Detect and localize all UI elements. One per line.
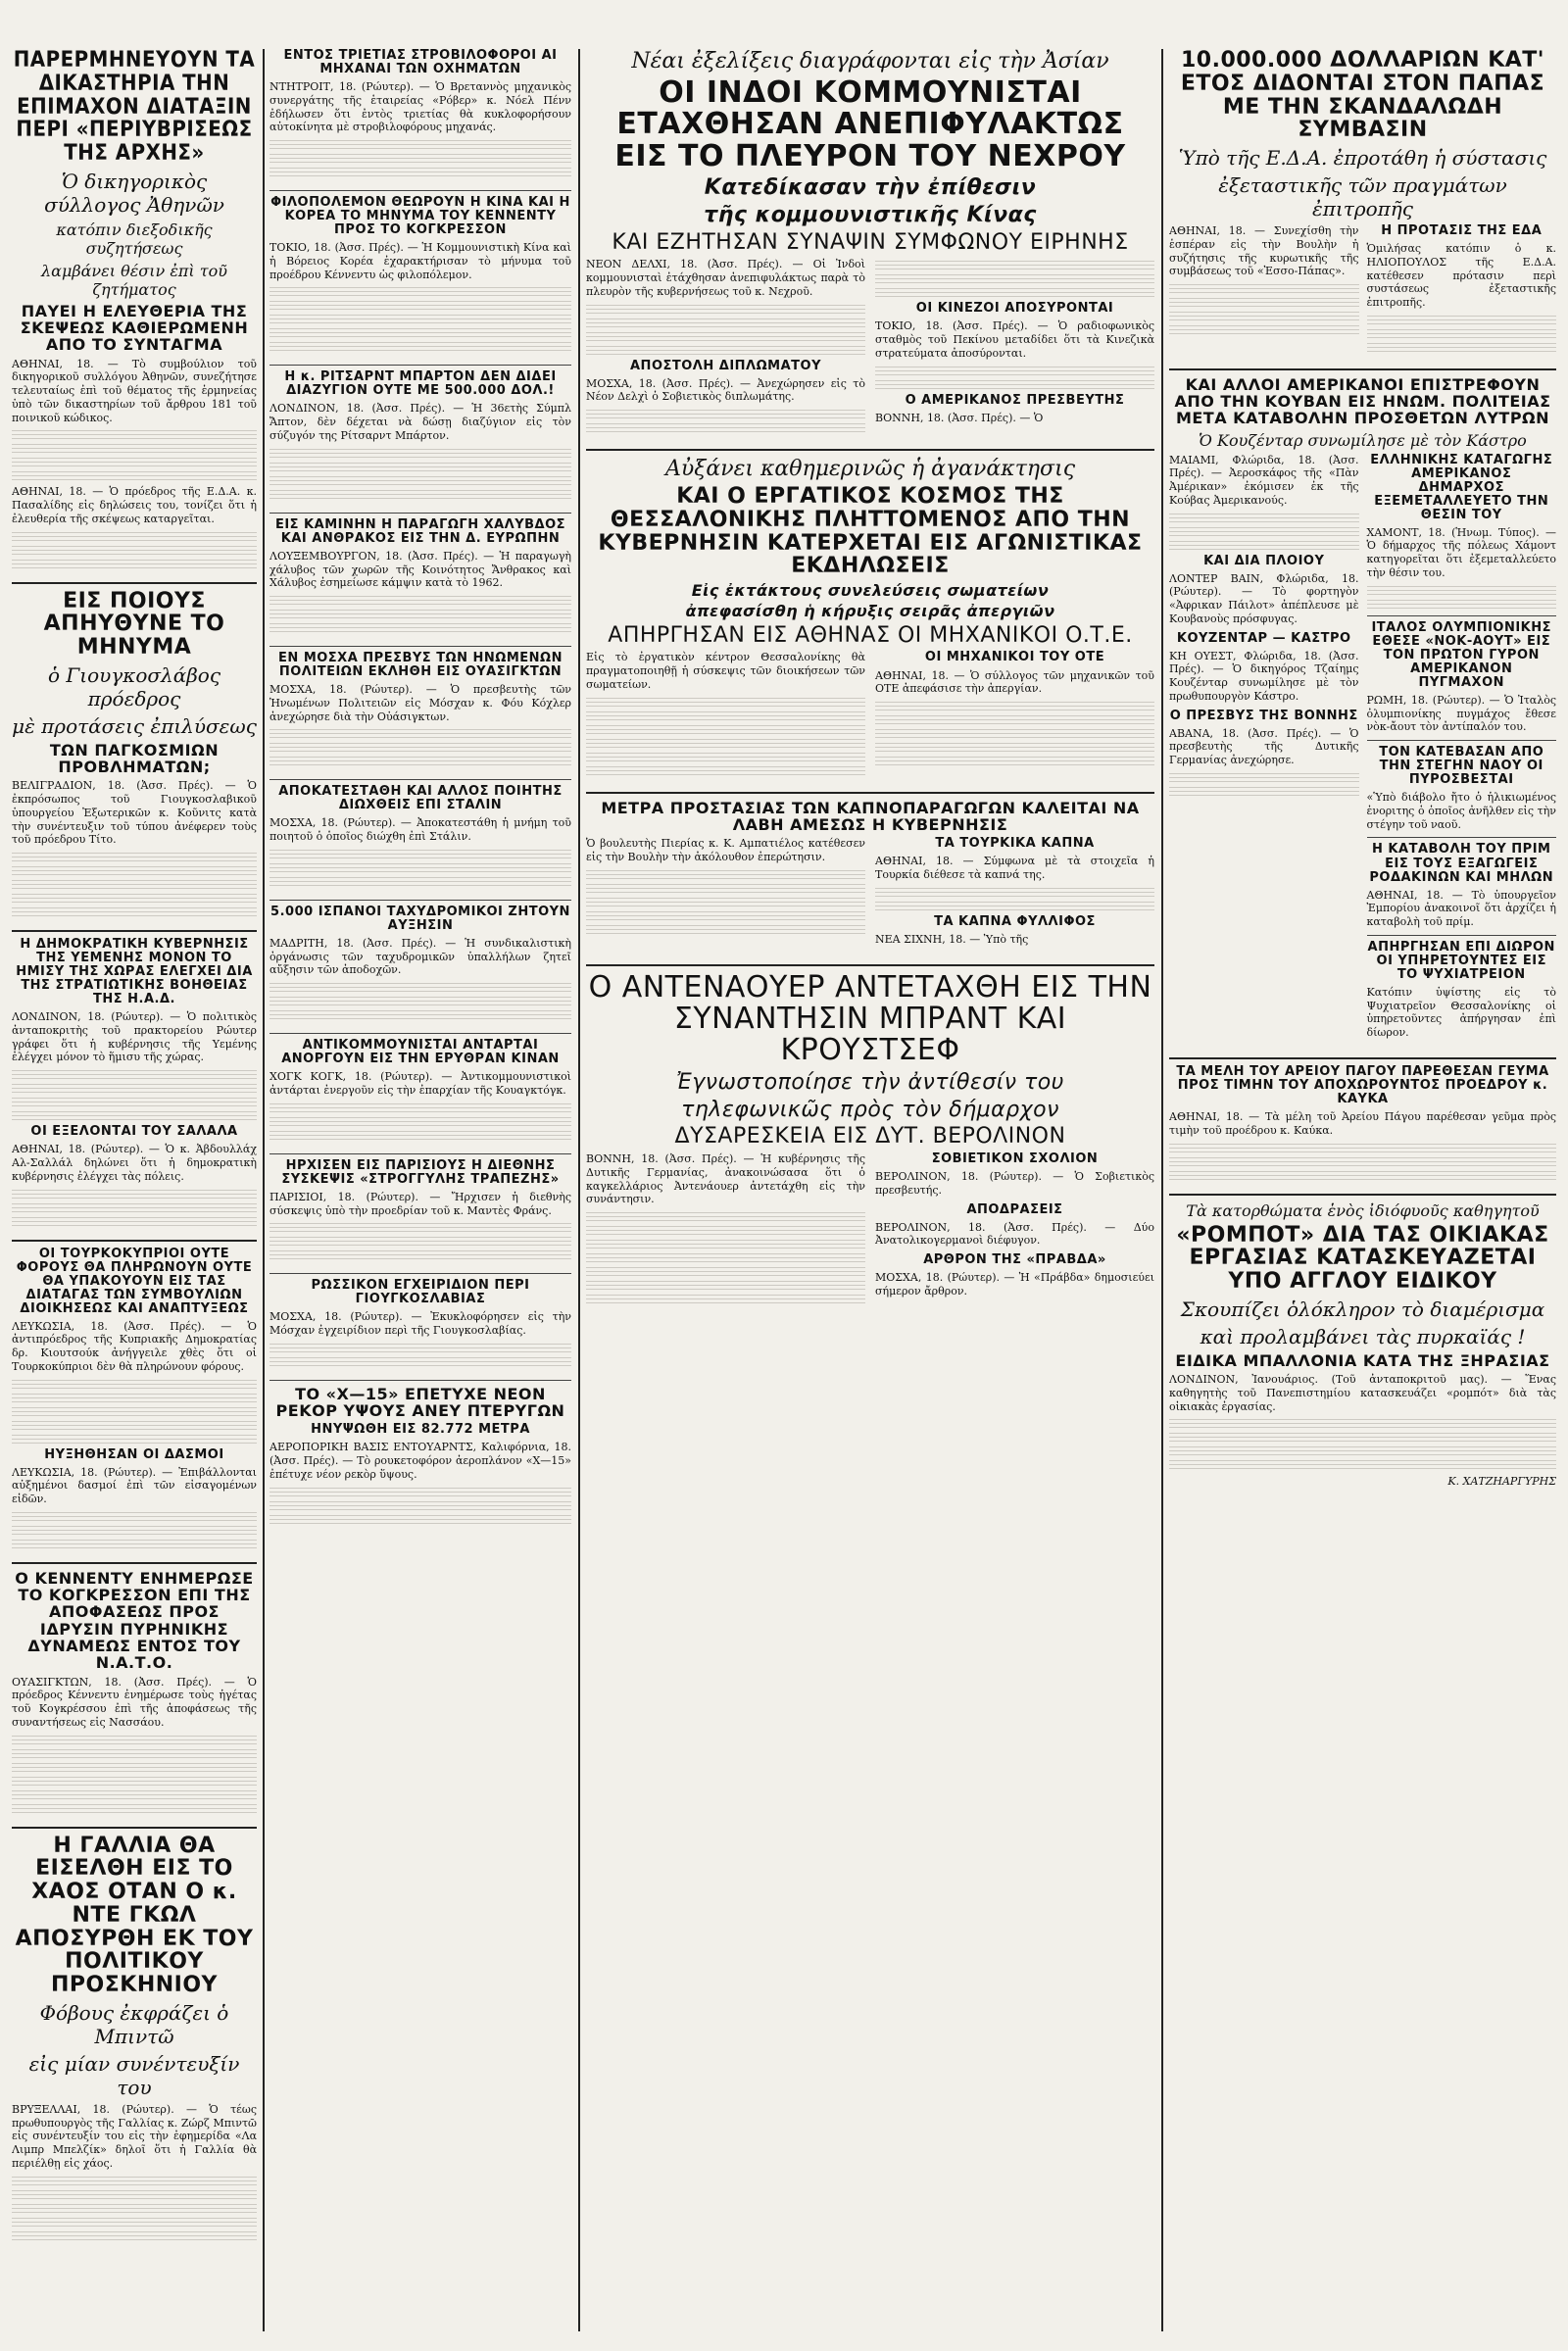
headline: ΕΝ ΜΟΣΧΑ ΠΡΕΣΒΥΣ ΤΩΝ ΗΝΩΜΕΝΩΝ ΠΟΛΙΤΕΙΩΝ ΕΚΛΗΘΗ ΕΙΣ ΟΥΑΣΙΓΚΤΩΝ: [278, 651, 563, 680]
column-rule: [1161, 49, 1163, 2331]
article-body: ΜΟΣΧΑ, 18. (Ρώυτερ). — Ἐκυκλοφόρησεν εἰς τὴν Μόσχαν ἐγχειρίδιον περὶ τῆς Γιουγκοσλαβίας.: [270, 1310, 571, 1338]
column-3: [586, 49, 1154, 2331]
article-adenauer: [586, 969, 1154, 1308]
article-areios-pagos: [1169, 1065, 1556, 1182]
minihead: ΟΙ ΜΗΧΑΝΙΚΟΙ ΤΟΥ ΟΤΕ: [924, 650, 1105, 665]
article-body: ΑΘΗΝΑΙ, 18. — Σύμφωνα μὲ τὰ στοιχεῖα ἡ Τουρκία διέθεσε τὰ καπνά της.: [875, 855, 1154, 882]
article-body: ΜΟΣΧΑ, 18. (Ἀσσ. Πρές). — Ἀνεχώρησεν εἰς τὸ Νέον Δελχὶ ὁ Σοβιετικὸς διπλωμάτης.: [586, 376, 865, 404]
subheadline: Ὁ δικηγορικὸς σύλλογος Ἀθηνῶν: [44, 169, 224, 217]
headline: ΤΑ ΜΕΛΗ ΤΟΥ ΑΡΕΙΟΥ ΠΑΓΟΥ ΠΑΡΕΘΕΣΑΝ ΓΕΥΜΑ ΠΡΟΣ ΤΙΜΗΝ ΤΟΥ ΑΠΟΧΩΡΟΥΝΤΟΣ ΠΡΟΕΔΡΟΥ κ. ΚΑΥΚΑ: [1176, 1063, 1549, 1106]
article-body: ΛΟΥΞΕΜΒΟΥΡΓΟΝ, 18. (Ἀσσ. Πρές). — Ἡ παραγωγὴ χάλυβος τῶν χωρῶν τῆς Κοινότητος Ἄνθρακος καὶ Χάλυβος ἐσημείωσε κάμψιν κατὰ τὸ 1962.: [270, 549, 571, 590]
subheadline: ὁ Γιουγκοσλάβος πρόεδρος: [47, 662, 221, 710]
article-body: Ὁ βουλευτὴς Πιερίας κ. Κ. Αμπατιέλος κατέθεσεν εἰς τὴν Βουλὴν τὴν ἀκόλουθον ἐπερώτησιν.: [586, 837, 865, 864]
minihead: ΤΑ ΚΑΠΝΑ ΦΥΛΛΙΦΟΣ: [934, 913, 1096, 929]
subheadline: Ὁ Κουζένταρ συνωμίλησε μὲ τὸν Κάστρο: [1199, 430, 1527, 450]
subheadline: καὶ προλαμβάνει τὰς πυρκαϊάς !: [1200, 1324, 1526, 1348]
article-papas: [1169, 49, 1556, 357]
article-body: ΠΑΡΙΣΙΟΙ, 18. (Ρώυτερ). — Ἤρχισεν ἡ διεθνὴς σύσκεψις ὑπὸ τὴν προεδρίαν τοῦ κ. Μαντὲς Φράνς.: [270, 1190, 571, 1217]
subheadline: Ὑπὸ τῆς Ε.Δ.Α. ἐπροτάθη ἡ σύστασις: [1178, 146, 1547, 170]
column-rule: [578, 49, 580, 2331]
article-indian-communists: [586, 49, 1154, 437]
subheadline: εἰς μίαν συνέντευξίν του: [28, 2051, 240, 2099]
subheadline: Σκουπίζει ὁλόκληρον τὸ διαμέρισμα: [1180, 1297, 1545, 1321]
article-turbines: [270, 49, 571, 178]
kicker: Τὰ κατορθώματα ἑνὸς ἰδιόφυοῦς καθηγητοῦ: [1186, 1200, 1540, 1220]
column-2: [270, 49, 571, 2331]
minihead: Ο ΑΜΕΡΙΚΑΝΟΣ ΠΡΕΣΒΕΥΤΗΣ: [905, 392, 1125, 408]
subheadline: μὲ προτάσεις ἐπιλύσεως: [12, 713, 257, 738]
article-ambassador: [270, 652, 571, 767]
subheadline: κατόπιν διεξοδικῆς συζητήσεως: [56, 220, 213, 258]
minihead: ΟΙ ΚΙΝΕΖΟΙ ΑΠΟΣΥΡΟΝΤΑΙ: [915, 301, 1114, 317]
subheadline: τῆς κομμουνιστικῆς Κίνας: [704, 202, 1037, 227]
minihead: Ο ΠΡΕΣΒΥΣ ΤΗΣ ΒΟΝΝΗΣ: [1169, 708, 1358, 723]
article-body: ΑΘΗΝΑΙ, 18. — Ὁ σύλλογος τῶν μηχανικῶν τοῦ ΟΤΕ ἀπεφάσισε τὴν ἀπεργίαν.: [875, 668, 1154, 696]
article-body: ΑΘΗΝΑΙ, 18. — Τὸ συμβούλιον τοῦ δικηγορικοῦ συλλόγου Ἀθηνῶν, συνεζήτησε τελευταίως ἐπὶ τοῦ θέματος τῆς ἑρμηνείας ὑπὸ τῶν δικαστηρίων τοῦ ἄρθρου 181 τοῦ ποινικοῦ κώδικος.: [12, 357, 257, 424]
article-body: ΜΟΣΧΑ, 18. (Ρώυτερ). — Ὁ πρεσβευτὴς τῶν Ἡνωμένων Πολιτειῶν εἰς Μόσχαν κ. Φόυ Κόχλερ ἀνεχώρησε διὰ τὴν Οὐάσιγκτων.: [270, 683, 571, 723]
subheadline: ἐξεταστικῆς τῶν πραγμάτων ἐπιτροπῆς: [1218, 173, 1507, 220]
article-body: ΒΕΡΟΛΙΝΟΝ, 18. (Ρώυτερ). — Ὁ Σοβιετικὸς πρεσβευτής.: [875, 1170, 1154, 1197]
article-body: ΛΕΥΚΩΣΙΑ, 18. (Ρώυτερ). — Ἐπιβάλλονται αὐξημένοι δασμοί ἐπὶ τῶν εἰσαγομένων εἰδῶν.: [12, 1465, 257, 1506]
headline-secondary: ΕΙΔΙΚΑ ΜΠΑΛΛΟΝΙΑ ΚΑΤΑ ΤΗΣ ΞΗΡΑΣΙΑΣ: [1175, 1350, 1550, 1370]
minihead: ΑΠΟΔΡΑΣΕΙΣ: [966, 1201, 1063, 1217]
article-body: «Ὑπὸ διάβολο ἤτο ὁ ἡλικιωμένος ἐνοριτης ὁ ὁποῖος ἀνῆλθεν εἰς τὴν στέγην τοῦ ναοῦ.: [1366, 791, 1556, 831]
article-body: ΜΑΔΡΙΤΗ, 18. (Ἀσσ. Πρές). — Ἡ συνδικαλιστικὴ ὀργάνωσις τῶν ταχυδρομικῶν ὑπαλλήλων ζητεῖ αὔξησιν τῶν ἀποδοχῶν.: [270, 936, 571, 977]
article-courts: [12, 49, 257, 570]
article-bidault: [12, 1835, 257, 2242]
minihead: ΣΟΒΙΕΤΙΚΟΝ ΣΧΟΛΙΟΝ: [931, 1151, 1099, 1166]
article-body: ΒΡΥΞΕΛΛΑΙ, 18. (Ρώυτερ). — Ὁ τέως πρωθυπουργὸς τῆς Γαλλίας κ. Ζώρζ Μπιντῶ εἰς συνέντευξίν του εἰς τὴν ἐφημερίδα «Λα Λιμπρ Μπελζίκ» δηλοῖ ὅτι ἡ Γαλλία θὰ περιέλθῃ εἰς χάος.: [12, 2102, 257, 2170]
article-body: ΤΟΚΙΟ, 18. (Ἀσσ. Πρές). — Ὁ ραδιοφωνικὸς σταθμὸς τοῦ Πεκίνου μεταδίδει ὅτι τὰ Κινεζικὰ στρατεύματα ἀποσύρονται.: [875, 319, 1154, 360]
headline: 10.000.000 ΔΟΛΛΑΡΙΩΝ ΚΑΤ' ΕΤΟΣ ΔΙΔΟΝΤΑΙ ΣΤΟΝ ΠΑΠΑΣ ΜΕ ΤΗΝ ΣΚΑΝΔΑΛΩΔΗ ΣΥΜΒΑΣΙΝ: [1180, 49, 1545, 143]
article-body: ΝΕΟΝ ΔΕΛΧΙ, 18. (Ἀσσ. Πρές). — Οἱ Ἰνδοὶ κομμουνισταὶ ἐτάχθησαν ἀνεπιφυλάκτως παρὰ τὸ πλευρὸν τῆς κυβερνήσεως τοῦ κ. Νεχροῦ.: [586, 258, 865, 298]
minihead: ΚΑΙ ΔΙΑ ΠΛΟΙΟΥ: [1203, 553, 1325, 568]
article-body: ΑΘΗΝΑΙ, 18. — Τὰ μέλη τοῦ Ἀρείου Πάγου παρέθεσαν γεῦμα πρὸς τιμὴν τοῦ προέδρου κ. Καύκα.: [1169, 1110, 1556, 1137]
article-body: ΜΑΙΑΜΙ, Φλώριδα, 18. (Ἀσσ. Πρές). — Ἀεροσκάφος τῆς «Πὰν Ἀμέρικαν» ἐκόμισεν ἐκ τῆς Κούβας Ἀμερικανούς.: [1169, 453, 1359, 507]
article-postal: [270, 906, 571, 1021]
article-cuba-ransom: [1169, 376, 1556, 1046]
article-body: ΑΘΗΝΑΙ, 18. (Ρώυτερ). — Ὁ κ. Ἀβδουλλάχ Αλ-Σαλλάλ δηλώνει ὅτι ἡ δημοκρατικὴ κυβέρνησις ἐλέγχει τὰς πόλεις.: [12, 1143, 257, 1183]
article-yemen: [12, 938, 257, 1227]
article-body: Ὁμιλήσας κατόπιν ὁ κ. ΗΛΙΟΠΟΥΛΟΣ τῆς Ε.Δ.Α. κατέθεσεν πρότασιν περὶ συστάσεως ἐξεταστικῆς ἐπιτροπῆς.: [1366, 242, 1556, 310]
article-steel: [270, 518, 571, 634]
column-1: [12, 49, 257, 2331]
minihead: ΑΠΟΣΤΟΛΗ ΔΙΠΛΩΜΑΤΟΥ: [630, 358, 821, 373]
minihead: Η ΠΡΟΤΑΣΙΣ ΤΗΣ ΕΔΑ: [1381, 223, 1543, 238]
headline: ΕΝΤΟΣ ΤΡΙΕΤΙΑΣ ΣΤΡΟΒΙΛΟΦΟΡΟΙ ΑΙ ΜΗΧΑΝΑΙ ΤΩΝ ΟΧΗΜΑΤΩΝ: [283, 49, 558, 77]
byline: Κ. ΧΑΤΖΗΑΡΓΥΡΗΣ: [1447, 1475, 1556, 1489]
headline-secondary: ΑΠΗΡΓΗΣΑΝ ΕΙΣ ΑΘΗΝΑΣ ΟΙ ΜΗΧΑΝΙΚΟΙ Ο.Τ.Ε.: [608, 622, 1133, 648]
subheadline: Φόβους ἐκφράζει ὁ Μπιντῶ: [39, 2000, 229, 2048]
headline: Η ΓΑΛΛΙΑ ΘΑ ΕΙΣΕΛΘΗ ΕΙΣ ΤΟ ΧΑΟΣ ΟΤΑΝ Ο κ. ΝΤΕ ΓΚΩΛ ΑΠΟΣΥΡΘΗ ΕΚ ΤΟΥ ΠΟΛΙΤΙΚΟΥ ΠΡΟΣΚΗΝΙΟΥ: [15, 1833, 254, 1998]
minihead: ΚΟΥΖΕΝΤΑΡ — ΚΑΣΤΡΟ: [1176, 630, 1351, 646]
article-body: ΑΕΡΟΠΟΡΙΚΗ ΒΑΣΙΣ ΕΝΤΟΥΑΡΝΤΣ, Καλιφόρνια, 18. (Ἀσσ. Πρές). — Τὸ ρουκετοφόρον ἀεροπλάνον «Χ—15» ἐπέτυχε νέον ρεκὸρ ὕψους.: [270, 1441, 571, 1481]
article-robot: [1169, 1201, 1556, 1489]
article-body: ΤΟΚΙΟ, 18. (Ἀσσ. Πρές). — Ἡ Κομμουνιστικὴ Κίνα καὶ ἡ Βόρειος Κορέα ἐχαρακτήρισαν τὸ μήνυμα τοῦ προέδρου Κέννεντυ ὡς φιλοπόλεμον.: [270, 241, 571, 281]
minihead: ΑΡΘΡΟΝ ΤΗΣ «ΠΡΑΒΔΑ»: [923, 1252, 1106, 1268]
headline: ΠΑΡΕΡΜΗΝΕΥΟΥΝ ΤΑ ΔΙΚΑΣΤΗΡΙΑ ΤΗΝ ΕΠΙΜΑΧΟΝ ΔΙΑΤΑΞΙΝ ΠΕΡΙ «ΠΕΡΙΥΒΡΙΣΕΩΣ ΤΗΣ ΑΡΧΗΣ»: [13, 49, 256, 166]
minihead: ΟΙ ΕΞΕΛΟΝΤΑΙ ΤΟΥ ΣΑΛΑΛΑ: [30, 1124, 238, 1140]
article-body: ΑΒΑΝΑ, 18. (Ἀσσ. Πρές). — Ὁ πρεσβευτὴς τῆς Δυτικῆς Γερμανίας ἀνεχώρησε.: [1169, 726, 1359, 767]
headline: ΚΑΙ ΑΛΛΟΙ ΑΜΕΡΙΚΑΝΟΙ ΕΠΙΣΤΡΕΦΟΥΝ ΑΠΟ ΤΗΝ ΚΟΥΒΑΝ ΕΙΣ ΗΝΩΜ. ΠΟΛΙΤΕΙΑΣ ΜΕΤΑ ΚΑΤΑΒΟΛΗΝ ΠΡΟΣΘΕΤΩΝ ΛΥΤΡΩΝ: [1174, 374, 1551, 428]
article-thessaloniki-workers: [586, 457, 1154, 780]
headline: 5.000 ΙΣΠΑΝΟΙ ΤΑΧΥΔΡΟΜΙΚΟΙ ΖΗΤΟΥΝ ΑΥΞΗΣΙΝ: [270, 904, 570, 933]
subheadline: λαμβάνει θέσιν ἐπὶ τοῦ ζητήματος: [41, 261, 227, 299]
article-body: ΧΑΜΟΝΤ, 18. (Ἡνωμ. Τύπος). — Ὁ δήμαρχος τῆς πόλεως Χάμοντ κατηγορεῖται ὅτι ἐξεμεταλλεύετο τὴν θέσιν του.: [1366, 525, 1556, 579]
article-body: ΝΤΗΤΡΟΙΤ, 18. (Ρώυτερ). — Ὁ Βρεταννὸς μηχανικὸς συνεργάτης τῆς ἑταιρείας «Ρόβερ» κ. Νόελ Πένν ἐδήλωσεν ὅτι ἐντὸς τριετίας θὰ κυκλοφορήσουν αὐτοκίνητα μὲ στροβιλοφόρους μηχανάς.: [270, 80, 571, 134]
article-turkish-cypriots: [12, 1248, 257, 1550]
article-tobacco: [586, 800, 1154, 953]
column-rule: [263, 49, 265, 2331]
article-body: ΑΘΗΝΑΙ, 18. — Τὸ ὑπουργεῖον Ἐμπορίου ἀνακοινοῖ ὅτι ἀρχίζει ἡ καταβολὴ τοῦ πρίμ.: [1366, 888, 1556, 929]
article-poet: [270, 785, 571, 888]
article-body: ΚΗ ΟΥΕΣΤ, Φλώριδα, 18. (Ἀσσ. Πρές). — Ὁ δικηγόρος Τζαίημς Κουζένταρ συνωμίλησε μὲ τὸν πρωθυπουργὸν Κάστρο.: [1169, 649, 1359, 703]
headline: Ο ΚΕΝΝΕΝΤΥ ΕΝΗΜΕΡΩΣΕ ΤΟ ΚΟΓΚΡΕΣΣΟΝ ΕΠΙ ΤΗΣ ΑΠΟΦΑΣΕΩΣ ΠΡΟΣ ΙΔΡΥΣΙΝ ΠΥΡΗΝΙΚΗΣ ΔΥΝΑΜΕΩΣ ΕΝΤΟΣ ΤΟΥ Ν.Α.Τ.Ο.: [15, 1568, 254, 1673]
minihead: ΗΥΞΗΘΗΣΑΝ ΟΙ ΔΑΣΜΟΙ: [44, 1446, 224, 1462]
headline-secondary: ΔΥΣΑΡΕΣΚΕΙΑ ΕΙΣ ΔΥΤ. ΒΕΡΟΛΙΝΟΝ: [674, 1124, 1066, 1150]
headline: ΜΕΤΡΑ ΠΡΟΣΤΑΣΙΑΣ ΤΩΝ ΚΑΠΝΟΠΑΡΑΓΩΓΩΝ ΚΑΛΕΙΤΑΙ ΝΑ ΛΑΒΗ ΑΜΕΣΩΣ Η ΚΥΒΕΡΝΗΣΙΣ: [601, 798, 1140, 834]
article-body: ΛΟΝΔΙΝΟΝ, 18. (Ρώυτερ). — Ὁ πολιτικὸς ἀνταποκριτὴς τοῦ πρακτορείου Ρώυτερ γράφει ὅτι ἡ κυβέρνησις τῆς Υεμένης ἐλέγχει μόνον τὸ ἥμισυ τῆς χώρας.: [12, 1010, 257, 1064]
headline-secondary: ΠΑΥΕΙ Η ΕΛΕΥΘΕΡΙΑ ΤΗΣ ΣΚΕΨΕΩΣ ΚΑΘΙΕΡΩΜΕΝΗ ΑΠΟ ΤΟ ΣΥΝΤΑΓΜΑ: [20, 301, 249, 355]
headline: ΕΛΛΗΝΙΚΗΣ ΚΑΤΑΓΩΓΗΣ ΑΜΕΡΙΚΑΝΟΣ ΔΗΜΑΡΧΟΣ ΕΞΕΜΕΤΑΛΛΕΥΕΤΟ ΤΗΝ ΘΕΣΙΝ ΤΟΥ: [1370, 452, 1553, 522]
headline: ΑΠΗΡΓΗΣΑΝ ΕΠΙ ΔΙΩΡΟΝ ΟΙ ΥΠΗΡΕΤΟΥΝΤΕΣ ΕΙΣ ΤΟ ΨΥΧΙΑΤΡΕΙΟΝ: [1367, 939, 1555, 982]
article-body: ΟΥΑΣΙΓΚΤΩΝ, 18. (Ἀσσ. Πρές). — Ὁ πρόεδρος Κέννεντυ ἐνημέρωσε τοὺς ἡγέτας τοῦ Κογκρέσσου ἐπὶ τῆς ἀποφάσεως τῆς συναντήσεως εἰς Νασσάου.: [12, 1675, 257, 1729]
article-body: ΝΕΑ ΣΙΧΝΗ, 18. — Ὑπὸ τῆς: [875, 932, 1029, 946]
article-kennedy-nato: [12, 1570, 257, 1815]
article-handbook: [270, 1279, 571, 1368]
headline-secondary: ΚΑΙ ΕΖΗΤΗΣΑΝ ΣΥΝΑΨΙΝ ΣΥΜΦΩΝΟΥ ΕΙΡΗΝΗΣ: [612, 229, 1129, 255]
subheadline: ἀπεφασίσθη ἡ κήρυξις σειρᾶς ἀπεργιῶν: [685, 602, 1055, 621]
article-x15: [270, 1386, 571, 1526]
article-burton: [270, 370, 571, 500]
subheadline: τηλεφωνικῶς πρὸς τὸν δήμαρχον: [681, 1097, 1059, 1122]
article-tito-message: [12, 590, 257, 919]
headline: ΟΙ ΙΝΔΟΙ ΚΟΜΜΟΥΝΙΣΤΑΙ ΕΤΑΧΘΗΣΑΝ ΑΝΕΠΙΦΥΛΑΚΤΩΣ ΕΙΣ ΤΟ ΠΛΕΥΡΟΝ ΤΟΥ ΝΕΧΡΟΥ: [614, 75, 1126, 173]
article-rebels: [270, 1039, 571, 1142]
article-round-table: [270, 1159, 571, 1262]
article-body: ΒΟΝΝΗ, 18. (Ἀσσ. Πρές). — Ὁ: [875, 411, 1044, 424]
headline: ΟΙ ΤΟΥΡΚΟΚΥΠΡΙΟΙ ΟΥΤΕ ΦΟΡΟΥΣ ΘΑ ΠΛΗΡΩΝΟΥΝ ΟΥΤΕ ΘΑ ΥΠΑΚΟΥΟΥΝ ΕΙΣ ΤΑΣ ΔΙΑΤΑΓΑΣ ΤΩΝ ΣΥΜΒΟΥΛΙΩΝ ΔΙΟΙΚΗΣΕΩΣ ΚΑΙ ΑΝΑΠΤΥΞΕΩΣ: [16, 1246, 253, 1316]
headline: Η κ. ΡΙΤΣΑΡΝΤ ΜΠΑΡΤΟΝ ΔΕΝ ΔΙΔΕΙ ΔΙΑΖΥΓΙΟΝ ΟΥΤΕ ΜΕ 500.000 ΔΟΛ.!: [284, 369, 557, 399]
article-body: ΡΩΜΗ, 18. (Ρώυτερ). — Ὁ Ἰταλὸς ὀλυμπιονίκης πυγμάχος ἔθεσε νὸκ-ἄουτ τὸν ἀντίπαλόν του.: [1366, 693, 1556, 734]
headline: ΑΝΤΙΚΟΜΜΟΥΝΙΣΤΑΙ ΑΝΤΑΡΤΑΙ ΑΝΟΡΓΟΥΝ ΕΙΣ ΤΗΝ ΕΡΥΘΡΑΝ ΚΙΝΑΝ: [281, 1038, 560, 1067]
article-body: ΒΕΛΙΓΡΑΔΙΟΝ, 18. (Ἀσσ. Πρές). — Ὁ ἐκπρόσωπος τοῦ Γιουγκοσλαβικοῦ ὑπουργείου Ἐξωτερικῶν κ. Κοῦνιτς κατὰ τὴν συνέντευξιν τοῦ τύπου ἀνέφερεν τοὺς τοῦ πρόεδρου Τίτο.: [12, 779, 257, 847]
headline-secondary: ΤΩΝ ΠΑΓΚΟΣΜΙΩΝ ΠΡΟΒΛΗΜΑΤΩΝ;: [49, 740, 220, 777]
headline: ΗΡΧΙΣΕΝ ΕΙΣ ΠΑΡΙΣΙΟΥΣ Η ΔΙΕΘΝΗΣ ΣΥΣΚΕΨΙΣ «ΣΤΡΟΓΓΥΛΗΣ ΤΡΑΠΕΖΗΣ»: [281, 1157, 560, 1187]
headline-secondary: ΗΝΥΨΩΘΗ ΕΙΣ 82.772 ΜΕΤΡΑ: [311, 1422, 530, 1438]
headline: ΕΙΣ ΠΟΙΟΥΣ ΑΠΗΥΘΥΝΕ ΤΟ ΜΗΝΥΜΑ: [43, 588, 225, 661]
headline: ΤΟ «Χ—15» ΕΠΕΤΥΧΕ ΝΕΟΝ ΡΕΚΟΡ ΥΨΟΥΣ ΑΝΕΥ ΠΤΕΡΥΓΩΝ: [275, 1384, 565, 1421]
article-body: ΑΘΗΝΑΙ, 18. — Ὁ πρόεδρος τῆς Ε.Δ.Α. κ. Πασαλίδης εἰς δηλώσεις του, τονίζει ὅτι ἡ ἐλευθερία τῆς σκέψεως καταργεῖται.: [12, 485, 257, 525]
headline: ΦΙΛΟΠΟΛΕΜΟΝ ΘΕΩΡΟΥΝ Η ΚΙΝΑ ΚΑΙ Η ΚΟΡΕΑ ΤΟ ΜΗΝΥΜΑ ΤΟΥ ΚΕΝΝΕΝΤΥ ΠΡΟΣ ΤΟ ΚΟΓΚΡΕΣΣΟΝ: [270, 195, 570, 238]
article-body: ΛΕΥΚΩΣΙΑ, 18. (Ἀσσ. Πρές). — Ὁ ἀντιπρόεδρος τῆς Κυπριακῆς Δημοκρατίας δρ. Κιουτσούκ ἀνήγγειλε χθὲς ὅτι οἱ Τουρκοκύπριοι δὲν θὰ πληρώνουν φόρους.: [12, 1319, 257, 1373]
column-4: [1169, 49, 1556, 2331]
article-body: ΧΟΓΚ ΚΟΓΚ, 18. (Ρώυτερ). — Ἀντικομμουνιστικοὶ ἀντάρται ἐνεργοῦν εἰς τὴν ἐπαρχίαν τῆς Κουαγκτόγκ.: [270, 1070, 571, 1098]
headline: ΕΙΣ ΚΑΜΙΝΗΝ Η ΠΑΡΑΓΩΓΗ ΧΑΛΥΒΔΟΣ ΚΑΙ ΑΝΘΡΑΚΟΣ ΕΙΣ ΤΗΝ Δ. ΕΥΡΩΠΗΝ: [274, 516, 566, 546]
subheadline: Εἰς ἐκτάκτους συνελεύσεις σωματείων: [691, 581, 1050, 601]
article-china-korea: [270, 196, 571, 353]
article-body: ΛΟΝΤΕΡ ΒΑΙΝ, Φλώριδα, 18. (Ρώυτερ). — Τὸ φορτηγὸν «Ἀφρικαν Πάιλοτ» ἀπέπλευσε μὲ Κουβανοὺς πρόσφυγας.: [1169, 571, 1359, 625]
article-body: Κατόπιν ὑψίστης εἰς τὸ Ψυχιατρεῖον Θεσσαλονίκης οἱ ὑπηρετοῦντες ἀπήργησαν ἐπὶ δίωρον.: [1366, 985, 1556, 1040]
headline: ΙΤΑΛΟΣ ΟΛΥΜΠΙΟΝΙΚΗΣ ΕΘΕΣΕ «ΝΟΚ-ΑΟΥΤ» ΕΙΣ ΤΟΝ ΠΡΩΤΟΝ ΓΥΡΟΝ ΑΜΕΡΙΚΑΝΟΝ ΠΥΓΜΑΧΟΝ: [1371, 619, 1552, 690]
headline: Η ΔΗΜΟΚΡΑΤΙΚΗ ΚΥΒΕΡΝΗΣΙΣ ΤΗΣ ΥΕΜΕΝΗΣ ΜΟΝΟΝ ΤΟ ΗΜΙΣΥ ΤΗΣ ΧΩΡΑΣ ΕΛΕΓΧΕΙ ΔΙΑ ΤΗΣ ΣΤΡΑΤΙΩΤΙΚΗΣ ΒΟΗΘΕΙΑΣ ΤΗΣ Η.Α.Δ.: [16, 937, 253, 1007]
headline: ΡΩΣΣΙΚΟΝ ΕΓΧΕΙΡΙΔΙΟΝ ΠΕΡΙ ΓΙΟΥΓΚΟΣΛΑΒΙΑΣ: [311, 1278, 530, 1307]
headline: Ο ΑΝΤΕΝΑΟΥΕΡ ΑΝΤΕΤΑΧΘΗ ΕΙΣ ΤΗΝ ΣΥΝΑΝΤΗΣΙΝ ΜΠΡΑΝΤ ΚΑΙ ΚΡΟΥΣΤΣΕΦ: [588, 969, 1152, 1068]
article-body: ΒΟΝΝΗ, 18. (Ἀσσ. Πρές). — Ἡ κυβέρνησις τῆς Δυτικῆς Γερμανίας, ἀνακοινώσασα ὅτι ὁ καγκελλάριος Ἀντενάουερ ἀντετάχθη εἰς τὴν συνάντησιν.: [586, 1152, 865, 1206]
headline: «ΡΟΜΠΟΤ» ΔΙΑ ΤΑΣ ΟΙΚΙΑΚΑΣ ΕΡΓΑΣΙΑΣ ΚΑΤΑΣΚΕΥΑΖΕΤΑΙ ΥΠΟ ΑΓΓΛΟΥ ΕΙΔΙΚΟΥ: [1176, 1222, 1549, 1295]
kicker: Νέαι ἐξελίξεις διαγράφονται εἰς τὴν Ἀσίαν: [631, 49, 1109, 73]
article-body: ΜΟΣΧΑ, 18. (Ρώυτερ). — Ἡ «Πράβδα» δημοσιεύει σήμερον ἄρθρον.: [875, 1271, 1154, 1298]
headline: Η ΚΑΤΑΒΟΛΗ ΤΟΥ ΠΡΙΜ ΕΙΣ ΤΟΥΣ ΕΞΑΓΩΓΕΙΣ ΡΟΔΑΚΙΝΩΝ ΚΑΙ ΜΗΛΩΝ: [1369, 842, 1554, 885]
headline: ΚΑΙ Ο ΕΡΓΑΤΙΚΟΣ ΚΟΣΜΟΣ ΤΗΣ ΘΕΣΣΑΛΟΝΙΚΗΣ ΠΛΗΤΤΟΜΕΝΟΣ ΑΠΟ ΤΗΝ ΚΥΒΕΡΝΗΣΙΝ ΚΑΤΕΡΧΕΤΑΙ ΕΙΣ ΑΓΩΝΙΣΤΙΚΑΣ ΕΚΔΗΛΩΣΕΙΣ: [598, 484, 1143, 579]
minihead: ΤΑ ΤΟΥΡΚΙΚΑ ΚΑΠΝΑ: [935, 836, 1095, 852]
article-body: Εἰς τὸ ἐργατικὸν κέντρον Θεσσαλονίκης θὰ πραγματοποιηθῇ ἡ σύσκεψις τῶν διοικήσεων τῶν σωματείων.: [586, 651, 865, 691]
article-body: ΜΟΣΧΑ, 18. (Ρώυτερ). — Ἀποκατεστάθη ἡ μνήμη τοῦ ποιητοῦ ὁ ὁποῖος διώχθη ἐπὶ Στάλιν.: [270, 816, 571, 844]
headline: ΤΟΝ ΚΑΤΕΒΑΣΑΝ ΑΠΟ ΤΗΝ ΣΤΕΓΗΝ ΝΑΟΥ ΟΙ ΠΥΡΟΣΒΕΣΤΑΙ: [1379, 745, 1544, 788]
headline: ΑΠΟΚΑΤΕΣΤΑΘΗ ΚΑΙ ΑΛΛΟΣ ΠΟΙΗΤΗΣ ΔΙΩΧΘΕΙΣ ΕΠΙ ΣΤΑΛΙΝ: [278, 784, 563, 813]
subheadline: Κατεδίκασαν τὴν ἐπίθεσιν: [704, 175, 1037, 201]
subheadline: Ἐγνωστοποίησε τὴν ἀντίθεσίν του: [676, 1069, 1064, 1095]
kicker: Αὐξάνει καθημερινῶς ἡ ἀγανάκτησις: [664, 457, 1076, 482]
article-body: ΒΕΡΟΛΙΝΟΝ, 18. (Ἀσσ. Πρές). — Δύο Ἀνατολικογερμανοὶ διέφυγον.: [875, 1220, 1154, 1248]
article-body: ΛΟΝΔΙΝΟΝ, 18. (Ἀσσ. Πρές). — Ἡ 36ετὴς Σύμπλ Ἄπτον, δὲν δέχεται νὰ δώσῃ διαζύγιον εἰς τὸν σύζυγόν της Ρίτσαρντ Μπάρτον.: [270, 402, 571, 442]
article-body: ΑΘΗΝΑΙ, 18. — Συνεχίσθη τὴν ἑσπέραν εἰς τὴν Βουλὴν ἡ συζήτησις τῆς κυρωτικῆς τῆς συμβάσεως τοῦ «Ἐσσο-Πάπας».: [1169, 224, 1359, 278]
article-body: ΛΟΝΔΙΝΟΝ, Ἰανουάριος. (Τοῦ ἀνταποκριτοῦ μας). — Ἕνας καθηγητὴς τοῦ Πανεπιστημίου κατασκευάζει «ρομπότ» διὰ τὰς οἰκιακὰς ἐργασίας.: [1169, 1373, 1556, 1413]
